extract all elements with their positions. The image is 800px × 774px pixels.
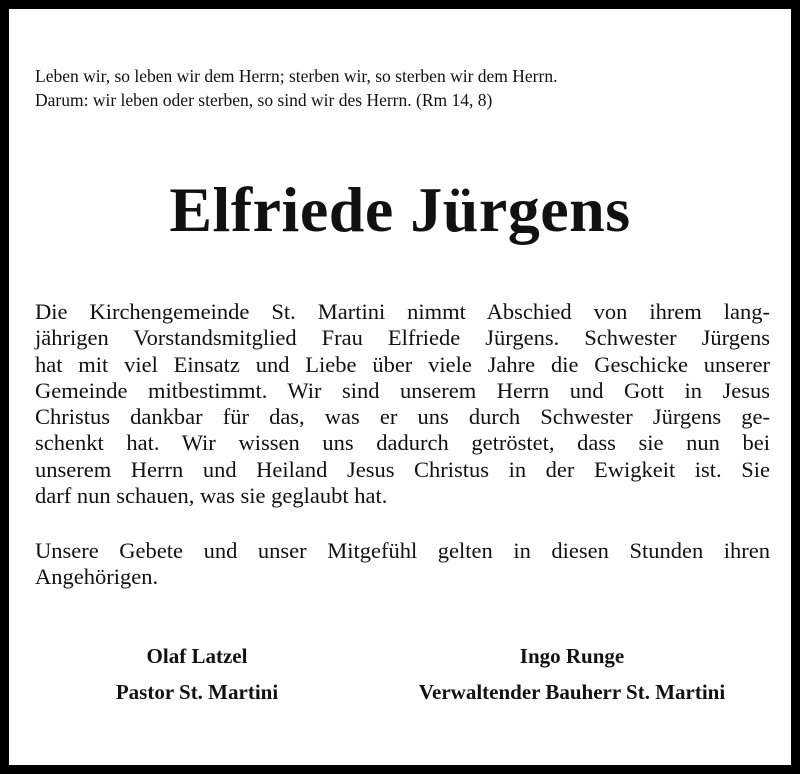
condolence-paragraph — [35, 538, 770, 591]
verse-line: Darum: wir leben oder sterben, so sind wir des Herrn. (Rm 14, 8) — [35, 90, 493, 110]
text-line: darf nun schauen, was sie geglaubt hat. — [35, 483, 388, 509]
main-paragraph — [35, 299, 770, 509]
signature-pastor — [17, 638, 377, 710]
signature-bauherr — [392, 638, 752, 710]
text-line: Gemeinde mitbestimmt. Wir sind unserem Herrn und Gott in Jesus — [35, 377, 770, 403]
text-line: Christus dankbar für das, was er uns durch Schwester Jürgens ge- — [35, 404, 770, 430]
signer-role: Pastor St. Martini — [115, 680, 279, 704]
text-line: unserem Herrn und Heiland Jesus Christus in der Ewigkeit ist. Sie — [35, 456, 770, 482]
signer-role: Verwaltender Bauherr St. Martini — [418, 680, 726, 704]
bible-verse — [35, 64, 557, 112]
text-line: Unsere Gebete und unser Mitgefühl gelten in diesen Stunden ihren — [35, 538, 770, 563]
text-line: jährigen Vorstandsmitglied Frau Elfriede Jürgens. Schwester Jürgens — [35, 325, 770, 351]
verse-line: Leben wir, so leben wir dem Herrn; sterben wir, so sterben wir dem Herrn. — [35, 66, 558, 86]
text-line: hat mit viel Einsatz und Liebe über viele Jahre die Geschicke unserer — [35, 351, 770, 377]
text-line: Die Kirchengemeinde St. Martini nimmt Abschied von ihrem lang- — [35, 299, 770, 324]
text-line: schenkt hat. Wir wissen uns dadurch getröstet, dass sie nun bei — [35, 430, 770, 456]
text-line: Angehörigen. — [35, 564, 159, 590]
signer-name: Olaf Latzel — [146, 644, 248, 668]
signer-name: Ingo Runge — [519, 644, 625, 668]
deceased-name: Elfriede Jürgens — [169, 174, 631, 245]
